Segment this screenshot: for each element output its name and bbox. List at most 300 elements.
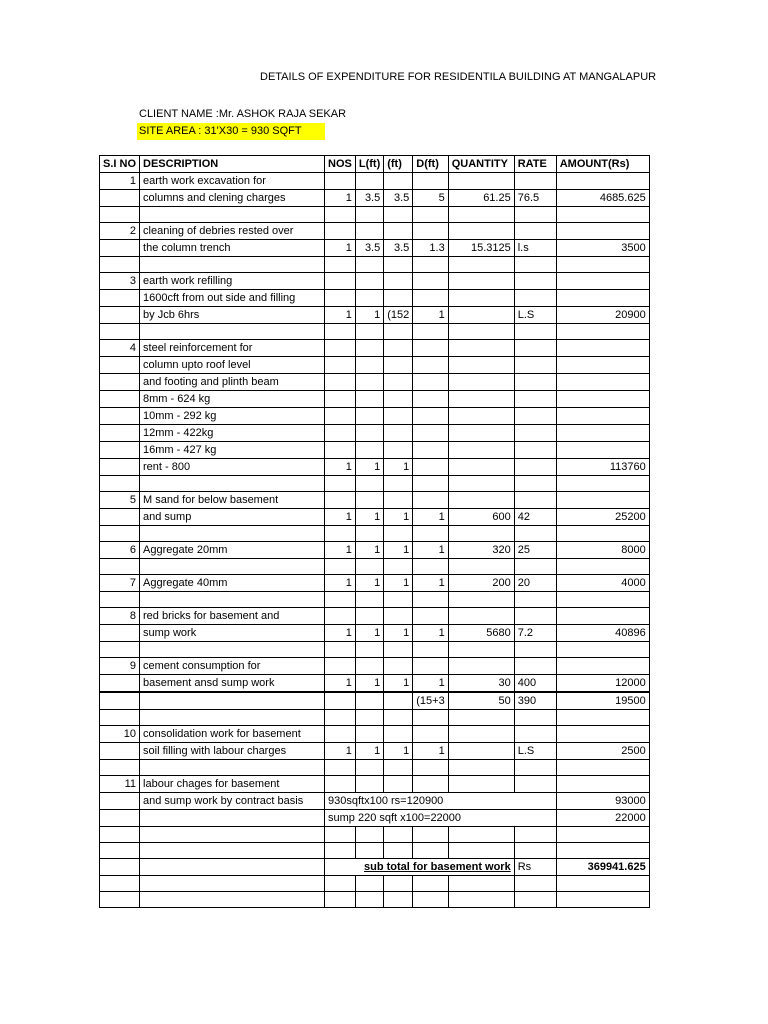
table-row	[100, 726, 650, 743]
cell-length	[355, 658, 383, 675]
cell-width: 1	[384, 459, 413, 476]
cell-nos: 1	[325, 675, 356, 693]
cell-depth	[413, 658, 448, 675]
cell-depth: 1	[413, 575, 448, 592]
cell-rate	[514, 340, 556, 357]
cell-description: steel reinforcement for	[140, 340, 325, 357]
col-header-length: L(ft)	[355, 156, 383, 173]
cell-amount	[556, 273, 649, 290]
cell-amount	[556, 257, 649, 273]
cell-width	[384, 827, 413, 843]
cell-amount: 25200	[556, 509, 649, 526]
cell-length: 1	[355, 542, 383, 559]
cell-depth	[413, 827, 448, 843]
cell-sl-no	[100, 307, 140, 324]
cell-width	[384, 760, 413, 776]
cell-rate	[514, 374, 556, 391]
cell-width	[384, 710, 413, 726]
cell-width	[384, 843, 413, 859]
cell-description: consolidation work for basement	[140, 726, 325, 743]
cell-rate	[514, 324, 556, 340]
cell-width: 1	[384, 675, 413, 693]
cell-nos	[325, 726, 356, 743]
table-row	[100, 843, 650, 859]
table-row	[100, 240, 650, 257]
cell-quantity	[448, 726, 514, 743]
cell-length	[355, 425, 383, 442]
cell-sl-no	[100, 257, 140, 273]
cell-length: 1	[355, 509, 383, 526]
cell-length	[355, 391, 383, 408]
cell-length: 1	[355, 625, 383, 642]
cell-rate	[514, 391, 556, 408]
table-row	[100, 391, 650, 408]
cell-length	[355, 776, 383, 793]
cell-quantity	[448, 592, 514, 608]
cell-calculation-note: 930sqftx100 rs=120900	[325, 793, 557, 810]
col-header-sl-no: S.I NO	[100, 156, 140, 173]
cell-width	[384, 592, 413, 608]
cell-description: the column trench	[140, 240, 325, 257]
cell-depth	[413, 374, 448, 391]
cell-nos: 1	[325, 575, 356, 592]
cell-quantity	[448, 526, 514, 542]
cell-description: soil filling with labour charges	[140, 743, 325, 760]
cell-sl-no	[100, 459, 140, 476]
cell-nos	[325, 273, 356, 290]
cell-description: 16mm - 427 kg	[140, 442, 325, 459]
table-row	[100, 675, 650, 693]
cell-rate	[514, 608, 556, 625]
cell-length	[355, 273, 383, 290]
cell-description: 10mm - 292 kg	[140, 408, 325, 425]
table-row	[100, 459, 650, 476]
cell-description	[140, 592, 325, 608]
cell-depth	[413, 340, 448, 357]
cell-rate	[514, 476, 556, 492]
cell-nos	[325, 692, 356, 710]
table-row	[100, 810, 650, 827]
cell-nos	[325, 425, 356, 442]
cell-amount: 12000	[556, 675, 649, 693]
cell-description: labour chages for basement	[140, 776, 325, 793]
cell-amount	[556, 592, 649, 608]
cell-length	[355, 173, 383, 190]
cell-amount: 2500	[556, 743, 649, 760]
cell-quantity	[448, 223, 514, 240]
cell-rate	[514, 442, 556, 459]
table-row	[100, 526, 650, 542]
cell-depth: 5	[413, 190, 448, 207]
cell-amount	[556, 207, 649, 223]
cell-quantity	[448, 374, 514, 391]
cell-width	[384, 658, 413, 675]
cell-depth	[413, 257, 448, 273]
table-row	[100, 307, 650, 324]
cell-quantity	[448, 459, 514, 476]
cell-amount: 4000	[556, 575, 649, 592]
table-body	[100, 173, 650, 908]
cell-description: Aggregate 20mm	[140, 542, 325, 559]
cell-quantity: 15.3125	[448, 240, 514, 257]
cell-sl-no	[100, 692, 140, 710]
cell-quantity	[448, 843, 514, 859]
cell-length: 1	[355, 743, 383, 760]
cell-rate	[514, 876, 556, 892]
cell-quantity	[448, 290, 514, 307]
cell-nos	[325, 827, 356, 843]
cell-depth	[413, 710, 448, 726]
cell-depth	[413, 273, 448, 290]
cell-width: 3.5	[384, 240, 413, 257]
cell-sl-no	[100, 810, 140, 827]
table-row	[100, 408, 650, 425]
cell-nos	[325, 843, 356, 859]
cell-description: cleaning of debries rested over	[140, 223, 325, 240]
cell-length	[355, 642, 383, 658]
cell-description: 8mm - 624 kg	[140, 391, 325, 408]
cell-depth	[413, 642, 448, 658]
cell-description: and footing and plinth beam	[140, 374, 325, 391]
cell-width	[384, 374, 413, 391]
table-row	[100, 509, 650, 526]
cell-nos	[325, 760, 356, 776]
table-row	[100, 223, 650, 240]
cell-width	[384, 442, 413, 459]
cell-width: 1	[384, 575, 413, 592]
cell-length	[355, 559, 383, 575]
cell-depth	[413, 408, 448, 425]
cell-depth	[413, 526, 448, 542]
cell-quantity: 30	[448, 675, 514, 693]
table-row	[100, 357, 650, 374]
cell-amount	[556, 476, 649, 492]
cell-amount	[556, 559, 649, 575]
cell-width: (152	[384, 307, 413, 324]
table-row	[100, 542, 650, 559]
cell-depth: 1.3	[413, 240, 448, 257]
cell-length: 3.5	[355, 190, 383, 207]
cell-depth: 1	[413, 509, 448, 526]
cell-depth	[413, 357, 448, 374]
cell-amount	[556, 526, 649, 542]
cell-amount	[556, 223, 649, 240]
cell-quantity	[448, 492, 514, 509]
col-header-amount: AMOUNT(Rs)	[556, 156, 649, 173]
cell-depth	[413, 608, 448, 625]
cell-depth	[413, 726, 448, 743]
cell-amount	[556, 391, 649, 408]
cell-quantity	[448, 476, 514, 492]
table-row	[100, 760, 650, 776]
cell-sl-no	[100, 625, 140, 642]
cell-description: column upto roof level	[140, 357, 325, 374]
cell-description: M sand for below basement	[140, 492, 325, 509]
cell-depth: (15+3	[413, 692, 448, 710]
cell-quantity	[448, 324, 514, 340]
cell-length: 1	[355, 675, 383, 693]
cell-width	[384, 340, 413, 357]
cell-sl-no	[100, 827, 140, 843]
cell-depth: 1	[413, 542, 448, 559]
cell-description	[140, 810, 325, 827]
cell-amount: 20900	[556, 307, 649, 324]
cell-length	[355, 526, 383, 542]
cell-quantity	[448, 827, 514, 843]
cell-rate	[514, 526, 556, 542]
cell-length	[355, 710, 383, 726]
cell-nos: 1	[325, 625, 356, 642]
cell-sl-no	[100, 743, 140, 760]
cell-length	[355, 442, 383, 459]
cell-depth	[413, 207, 448, 223]
cell-depth	[413, 592, 448, 608]
cell-width	[384, 290, 413, 307]
cell-description: and sump work by contract basis	[140, 793, 325, 810]
cell-quantity: 600	[448, 509, 514, 526]
cell-quantity	[448, 273, 514, 290]
cell-amount	[556, 760, 649, 776]
cell-amount: 19500	[556, 692, 649, 710]
document-title: DETAILS OF EXPENDITURE FOR RESIDENTILA BUILDING AT MANGALAPUR	[260, 71, 657, 83]
cell-amount: 113760	[556, 459, 649, 476]
cell-quantity	[448, 608, 514, 625]
cell-rate	[514, 408, 556, 425]
cell-rate: 7.2	[514, 625, 556, 642]
cell-nos	[325, 492, 356, 509]
cell-quantity	[448, 442, 514, 459]
cell-rate: 390	[514, 692, 556, 710]
table-row	[100, 642, 650, 658]
cell-quantity	[448, 307, 514, 324]
cell-rate	[514, 827, 556, 843]
cell-width	[384, 642, 413, 658]
cell-sl-no: 3	[100, 273, 140, 290]
cell-sl-no	[100, 240, 140, 257]
cell-rate	[514, 425, 556, 442]
cell-depth	[413, 876, 448, 892]
cell-amount	[556, 290, 649, 307]
cell-description	[140, 892, 325, 908]
cell-length: 3.5	[355, 240, 383, 257]
table-row	[100, 658, 650, 675]
cell-rate	[514, 658, 556, 675]
cell-nos: 1	[325, 459, 356, 476]
col-header-nos: NOS	[325, 156, 356, 173]
cell-sl-no: 10	[100, 726, 140, 743]
cell-length	[355, 843, 383, 859]
cell-rate	[514, 173, 556, 190]
cell-description: basement ansd sump work	[140, 675, 325, 693]
cell-width	[384, 391, 413, 408]
cell-length	[355, 608, 383, 625]
cell-sl-no	[100, 476, 140, 492]
cell-rate: 76.5	[514, 190, 556, 207]
header-row	[100, 156, 650, 173]
cell-sl-no	[100, 408, 140, 425]
cell-quantity	[448, 776, 514, 793]
cell-depth	[413, 559, 448, 575]
cell-nos	[325, 223, 356, 240]
table-row	[100, 710, 650, 726]
table-row	[100, 190, 650, 207]
cell-amount	[556, 642, 649, 658]
cell-description: columns and clening charges	[140, 190, 325, 207]
cell-amount	[556, 492, 649, 509]
cell-nos	[325, 340, 356, 357]
cell-rate: l.s	[514, 240, 556, 257]
table-row	[100, 625, 650, 642]
cell-description: by Jcb 6hrs	[140, 307, 325, 324]
cell-rate: Rs	[514, 859, 556, 876]
table-row	[100, 207, 650, 223]
cell-sl-no	[100, 509, 140, 526]
cell-depth	[413, 223, 448, 240]
cell-length: 1	[355, 307, 383, 324]
cell-description	[140, 526, 325, 542]
cell-depth: 1	[413, 743, 448, 760]
cell-amount	[556, 843, 649, 859]
cell-amount	[556, 442, 649, 459]
cell-nos	[325, 526, 356, 542]
cell-sl-no	[100, 374, 140, 391]
cell-sl-no: 1	[100, 173, 140, 190]
cell-description: and sump	[140, 509, 325, 526]
cell-sl-no	[100, 892, 140, 908]
cell-amount	[556, 173, 649, 190]
table-row	[100, 173, 650, 190]
cell-amount	[556, 710, 649, 726]
cell-quantity	[448, 173, 514, 190]
cell-depth	[413, 476, 448, 492]
cell-depth	[413, 425, 448, 442]
cell-depth	[413, 173, 448, 190]
cell-description: red bricks for basement and	[140, 608, 325, 625]
cell-nos	[325, 173, 356, 190]
expenditure-table	[99, 155, 650, 908]
cell-width	[384, 492, 413, 509]
cell-rate: L.S	[514, 743, 556, 760]
cell-sl-no	[100, 760, 140, 776]
table-row	[100, 776, 650, 793]
cell-sl-no: 5	[100, 492, 140, 509]
cell-depth	[413, 776, 448, 793]
cell-nos	[325, 442, 356, 459]
cell-amount: 40896	[556, 625, 649, 642]
cell-nos: 1	[325, 509, 356, 526]
cell-description: Aggregate 40mm	[140, 575, 325, 592]
cell-length	[355, 340, 383, 357]
cell-nos	[325, 207, 356, 223]
cell-sl-no: 2	[100, 223, 140, 240]
cell-quantity	[448, 357, 514, 374]
table-row	[100, 340, 650, 357]
cell-amount	[556, 658, 649, 675]
cell-rate	[514, 642, 556, 658]
cell-amount	[556, 324, 649, 340]
cell-sl-no: 4	[100, 340, 140, 357]
cell-width	[384, 726, 413, 743]
cell-quantity: 320	[448, 542, 514, 559]
table-row	[100, 290, 650, 307]
cell-rate: 25	[514, 542, 556, 559]
cell-quantity	[448, 658, 514, 675]
cell-length	[355, 290, 383, 307]
cell-nos: 1	[325, 743, 356, 760]
cell-description	[140, 876, 325, 892]
cell-sl-no	[100, 442, 140, 459]
cell-length	[355, 892, 383, 908]
cell-length	[355, 408, 383, 425]
cell-sl-no	[100, 425, 140, 442]
col-header-depth: D(ft)	[413, 156, 448, 173]
cell-width	[384, 257, 413, 273]
cell-rate	[514, 257, 556, 273]
cell-depth: 1	[413, 675, 448, 693]
cell-amount: 22000	[556, 810, 649, 827]
cell-rate	[514, 726, 556, 743]
cell-nos	[325, 391, 356, 408]
cell-quantity	[448, 760, 514, 776]
cell-width	[384, 273, 413, 290]
cell-description	[140, 692, 325, 710]
cell-width	[384, 526, 413, 542]
cell-amount	[556, 425, 649, 442]
table-row	[100, 559, 650, 575]
cell-quantity: 200	[448, 575, 514, 592]
cell-sl-no	[100, 559, 140, 575]
cell-depth	[413, 459, 448, 476]
cell-description: 12mm - 422kg	[140, 425, 325, 442]
table-row	[100, 892, 650, 908]
cell-description	[140, 843, 325, 859]
table-row	[100, 324, 650, 340]
cell-depth	[413, 760, 448, 776]
cell-sl-no	[100, 710, 140, 726]
cell-width	[384, 357, 413, 374]
cell-nos	[325, 892, 356, 908]
cell-width	[384, 476, 413, 492]
cell-sl-no: 11	[100, 776, 140, 793]
cell-amount: 4685.625	[556, 190, 649, 207]
cell-description	[140, 257, 325, 273]
cell-length	[355, 592, 383, 608]
cell-length	[355, 207, 383, 223]
cell-rate	[514, 290, 556, 307]
cell-rate	[514, 592, 556, 608]
cell-width	[384, 892, 413, 908]
cell-nos	[325, 324, 356, 340]
cell-amount	[556, 340, 649, 357]
cell-nos	[325, 476, 356, 492]
cell-width	[384, 608, 413, 625]
cell-nos	[325, 876, 356, 892]
cell-sl-no	[100, 843, 140, 859]
table-row	[100, 592, 650, 608]
table-row	[100, 476, 650, 492]
cell-length	[355, 374, 383, 391]
cell-length	[355, 692, 383, 710]
cell-depth	[413, 324, 448, 340]
cell-quantity	[448, 642, 514, 658]
cell-width	[384, 776, 413, 793]
cell-rate	[514, 492, 556, 509]
cell-quantity	[448, 207, 514, 223]
cell-quantity	[448, 340, 514, 357]
cell-width	[384, 324, 413, 340]
cell-width	[384, 559, 413, 575]
cell-nos: 1	[325, 240, 356, 257]
